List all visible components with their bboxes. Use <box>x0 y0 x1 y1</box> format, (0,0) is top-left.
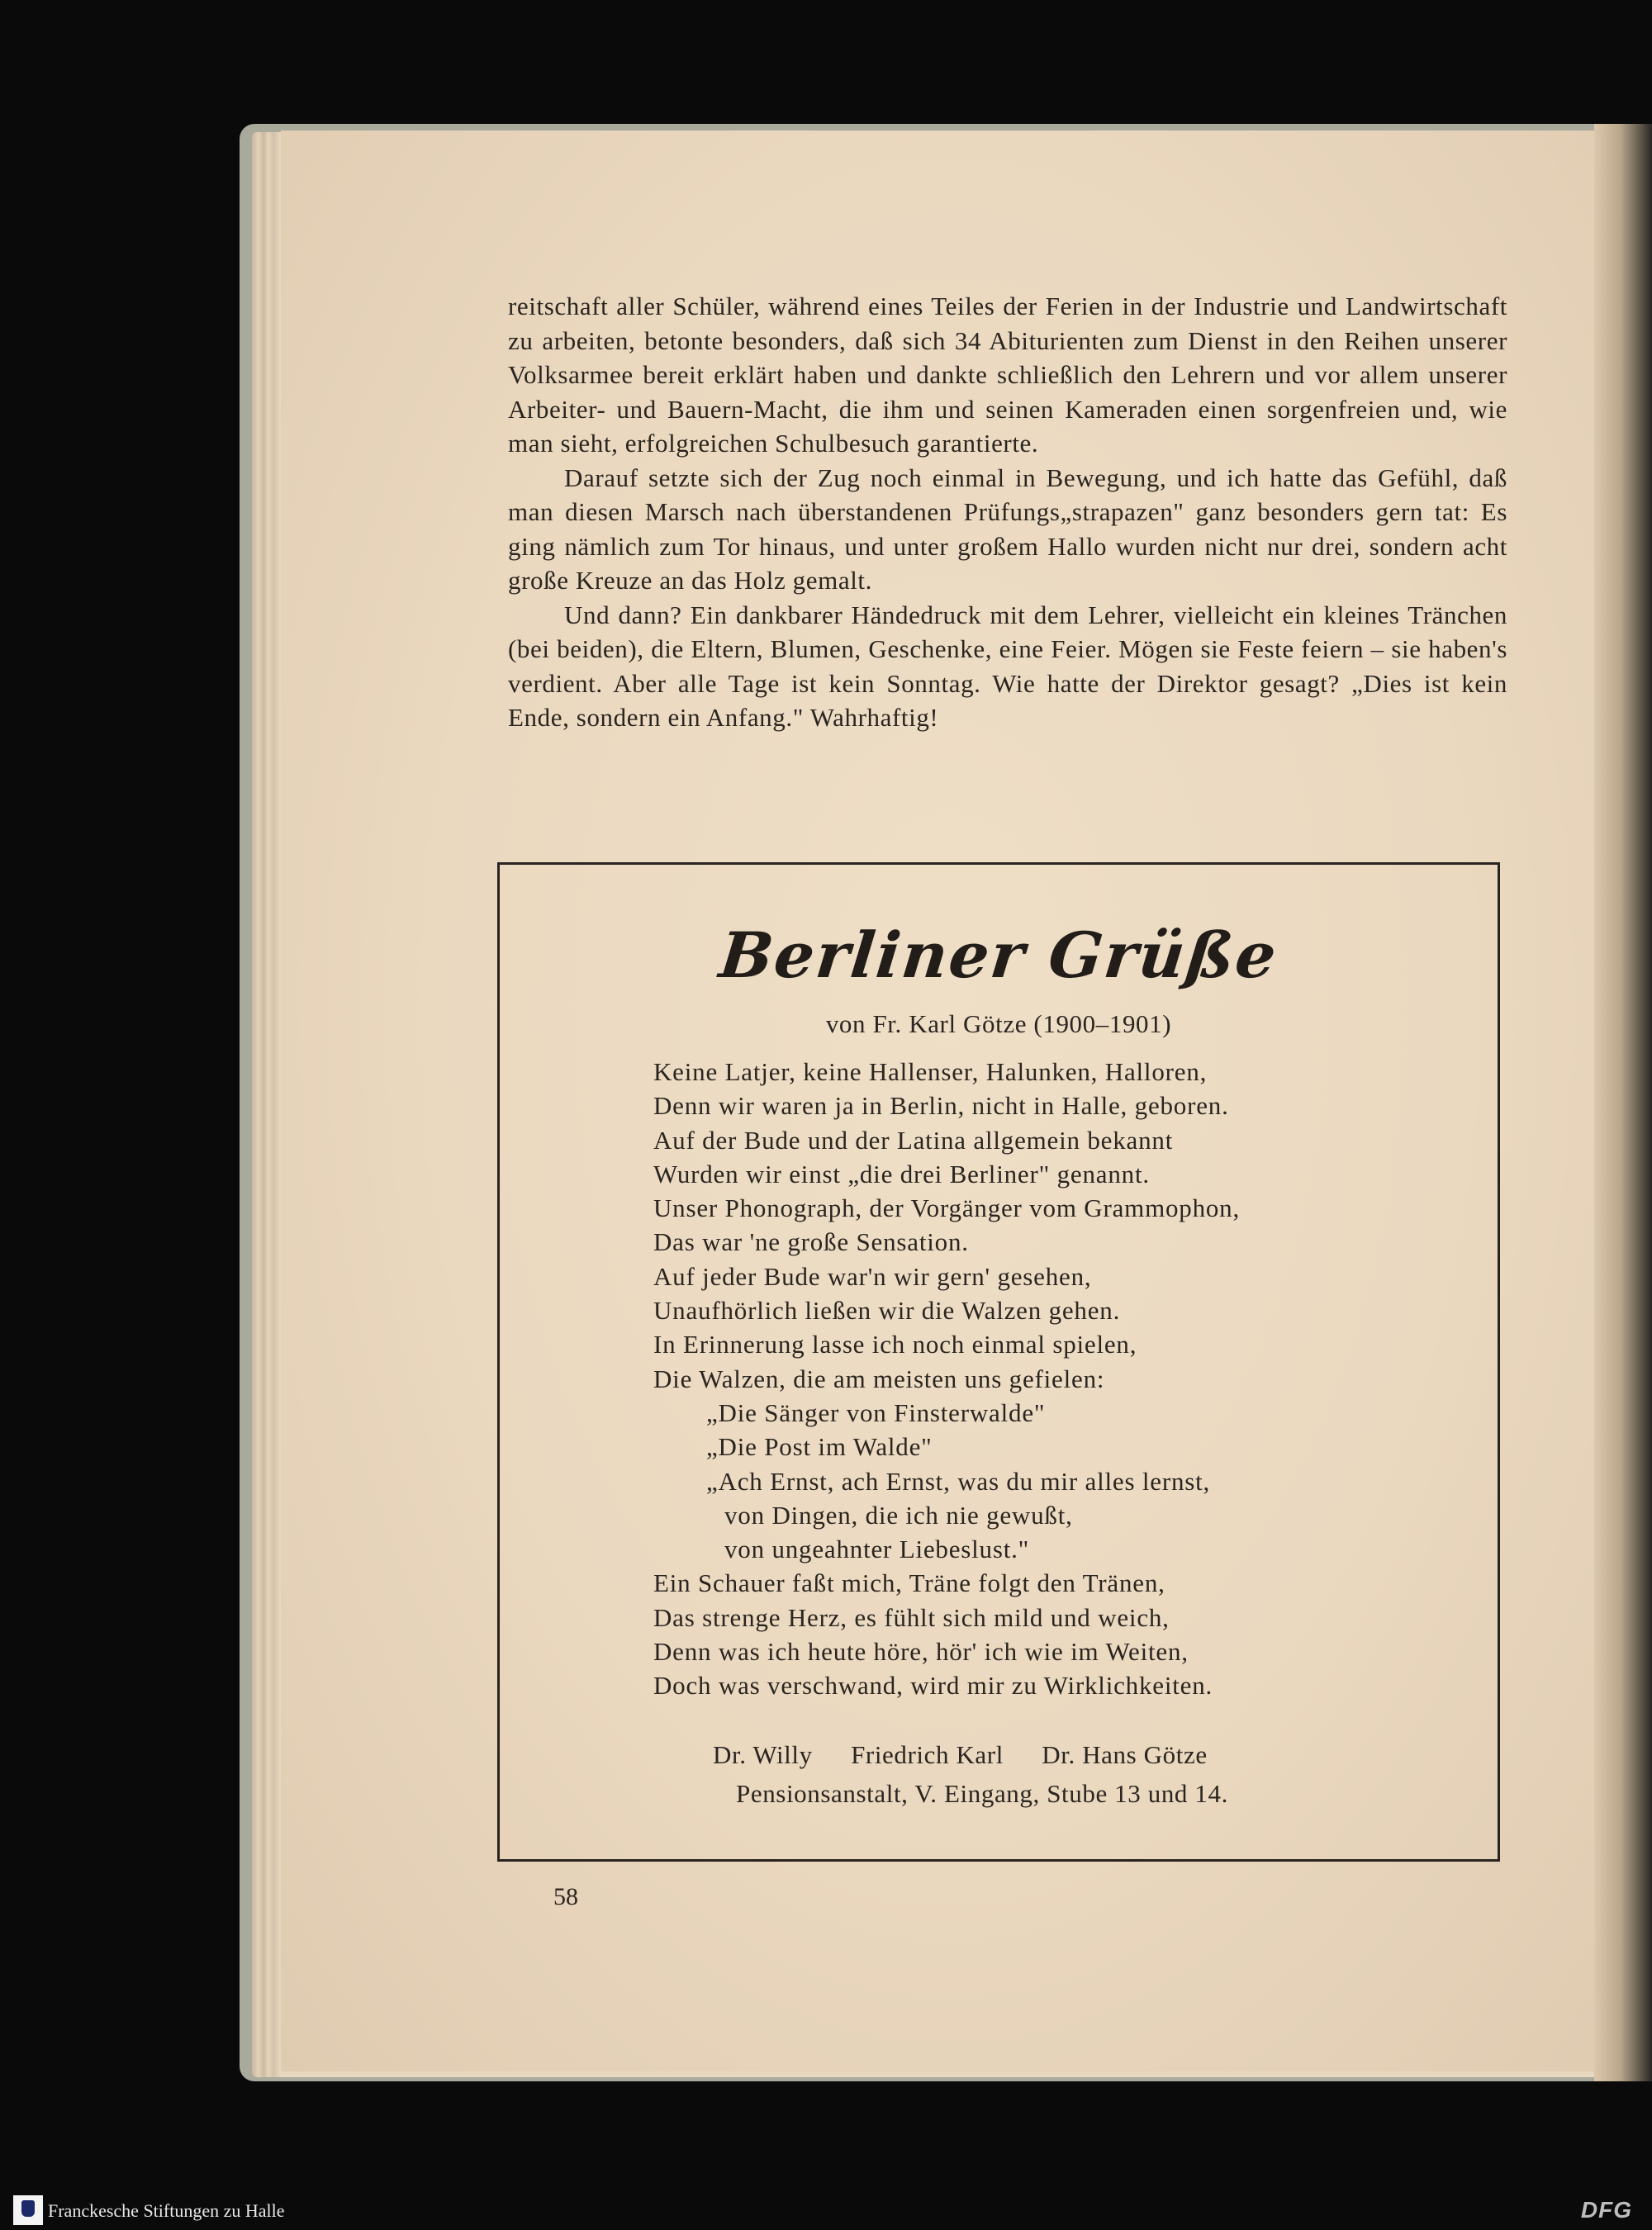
poem-line: Keine Latjer, keine Hallenser, Halunken, Halloren, <box>653 1057 1208 1086</box>
poem-author: von Fr. Karl Götze (1900–1901) <box>825 1009 1172 1038</box>
poem-line: Auf jeder Bude war'n wir gern' gesehen, <box>653 1261 1092 1291</box>
paragraph: Und dann? Ein dankbarer Händedruck mit dem Lehrer, vielleicht ein kleines Tränchen (bei beiden), die Eltern, Blumen, Geschenke, eine Feier. Mögen sie Feste feiern – sie haben's verdient. Aber alle Tage ist kein Sonntag. Wie hatte der Direktor gesagt? „Dies ist kein Ende, sondern ein Anfang." Wahrhaftig! <box>508 600 1507 732</box>
article-text <box>508 289 1507 735</box>
signature-name: Dr. Willy <box>713 1740 813 1769</box>
poem-line-song: von ungeahnter Liebeslust." <box>724 1535 1030 1564</box>
poem-line: Das strenge Herz, es fühlt sich mild und weich, <box>653 1602 1170 1632</box>
poem-signatures <box>713 1740 1239 1770</box>
page-number: 58 <box>553 1883 578 1910</box>
viewer-footer <box>0 2190 1652 2230</box>
poem-line: Wurden wir einst „die drei Berliner" genannt. <box>653 1159 1150 1189</box>
poem-title: Berliner Grüße <box>715 918 1282 992</box>
poem-line: Auf der Bude und der Latina allgemein bekannt <box>653 1125 1174 1155</box>
poem-line: Unaufhörlich ließen wir die Walzen gehen. <box>653 1296 1121 1326</box>
signature-name: Friedrich Karl <box>851 1740 1004 1769</box>
poem-body <box>653 1055 1479 1703</box>
poem-line: Ein Schauer faßt mich, Träne folgt den Tränen, <box>653 1568 1165 1598</box>
paragraph: Darauf setzte sich der Zug noch einmal in Bewegung, und ich hatte das Gefühl, daß man diesen Marsch nach überstandenen Prüfungs„strapazen" ganz besonders gern tat: Es ging nämlich zum Tor hinaus, und unter großem Hallo wurden nicht nur drei, sondern acht große Kreuze an das Holz gemalt. <box>508 463 1507 595</box>
paragraph: reitschaft aller Schüler, während eines Teiles der Ferien in der Industrie und Landwirtschaft zu arbeiten, betonte besonders, daß sich 34 Abiturienten zum Dienst in den Reihen unserer Volksarmee bereit erklärt haben und dankte schließlich den Lehrern und vor allem unserer Arbeiter- und Bauern-Macht, die ihm und seinen Kameraden einen sorgenfreien und, wie man sieht, erfolgreichen Schulbesuch garantierte. <box>508 292 1507 458</box>
signature-name: Dr. Hans Götze <box>1042 1740 1208 1769</box>
institution-name: Franckesche Stiftungen zu Halle <box>48 2200 285 2221</box>
signature-address: Pensionsanstalt, V. Eingang, Stube 13 und 14. <box>736 1779 1228 1808</box>
poem-line: Denn wir waren ja in Berlin, nicht in Halle, geboren. <box>653 1091 1229 1121</box>
poem-line-song: „Die Sänger von Finsterwalde" <box>706 1397 1046 1427</box>
dfg-logo: DFG <box>1580 2197 1632 2223</box>
poem-line-song: „Die Post im Walde" <box>706 1432 933 1462</box>
poem-line: Das war 'ne große Sensation. <box>653 1227 969 1257</box>
book-gutter <box>1594 124 1652 2081</box>
poem-line: Denn was ich heute höre, hör' ich wie im Weiten, <box>653 1637 1189 1667</box>
poem-line: Doch was verschwand, wird mir zu Wirklichkeiten. <box>653 1671 1213 1701</box>
crest-icon <box>21 2200 35 2217</box>
poem-line: Die Walzen, die am meisten uns gefielen: <box>653 1364 1105 1393</box>
poem-line: In Erinnerung lasse ich noch einmal spielen, <box>653 1330 1137 1359</box>
institution-logo-icon <box>13 2195 43 2225</box>
poem-line-song: „Ach Ernst, ach Ernst, was du mir alles lernst, <box>706 1466 1211 1496</box>
poem-line: Unser Phonograph, der Vorgänger vom Grammophon, <box>653 1193 1241 1223</box>
poem-box <box>497 862 1500 1862</box>
poem-line-song: von Dingen, die ich nie gewußt, <box>724 1500 1073 1530</box>
